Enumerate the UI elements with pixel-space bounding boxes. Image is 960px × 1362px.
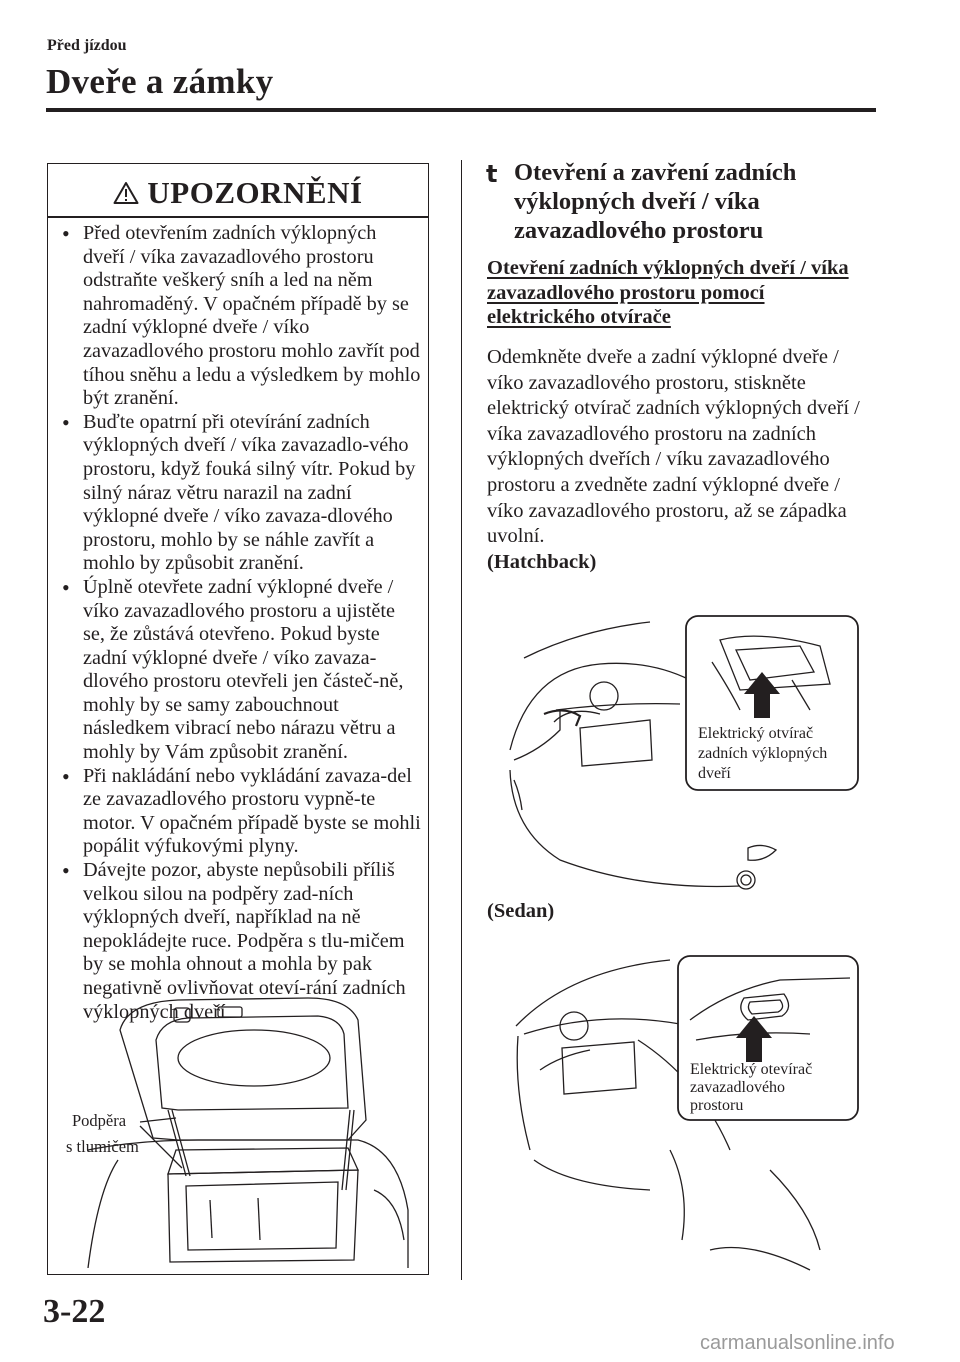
warning-rule	[48, 216, 428, 218]
hatchback-callout-line3: dveří	[698, 765, 731, 782]
page-title: Dveře a zámky	[46, 62, 274, 101]
sedan-opener-illustration	[510, 950, 870, 1280]
sedan-label: (Sedan)	[487, 900, 555, 922]
section-label: Před jízdou	[47, 37, 127, 54]
warning-triangle-icon	[113, 181, 139, 205]
warning-list	[58, 222, 422, 1024]
warning-item: • Dávejte pozor, abyste nepůsobili příliš velkou silou na podpěry zad-ních výklopných dveří, například na ně nepokládejte ruce. Podpěra s tlu-mičem by se mohla ohnout a mohla by pak negativně ovlivňovat oteví-rání zadních výklopných dveří	[58, 859, 422, 1024]
watermark: carmanualsonline.info	[700, 1332, 895, 1354]
hatchback-label: (Hatchback)	[487, 550, 597, 573]
warning-item: • Při nakládání nebo vykládání zavaza-del ze zavazadlového prostoru vypně-te motor. V opačném případě byste se mohli popálit výfukovými plyny.	[58, 765, 422, 859]
strut-label-line2: s tlumičem	[66, 1137, 139, 1156]
section-title: Otevření a zavření zadních výklopných dveří / víka zavazadlového prostoru	[514, 159, 797, 244]
hatchback-callout-line1: Elektrický otvírač	[698, 725, 814, 742]
sedan-callout-line2: zavazadlového	[690, 1079, 786, 1096]
tailgate-strut-illustration	[58, 990, 418, 1268]
hatchback-callout-line2: zadních výklopných	[698, 745, 828, 762]
warning-item: • Úplně otevřete zadní výklopné dveře / víko zavazadlového prostoru a ujistěte se, že zůstává otevřeno. Pokud byste zadní výklopné dveře / víko zavaza-dlového prostoru otevřeli jen částeč-ně, mohly by se samy zabouchnout následkem vibrací nebo nárazu větru a mohly by Vám způsobit zranění.	[58, 576, 422, 765]
warning-title: UPOZORNĚNÍ	[147, 175, 363, 210]
warning-header	[48, 168, 428, 218]
sedan-callout-line1: Elektrický otevírač	[690, 1061, 813, 1078]
heading-rule	[46, 108, 876, 112]
strut-label-line1: Podpěra	[72, 1111, 127, 1130]
warning-box	[47, 163, 429, 1275]
hatchback-opener-illustration	[500, 610, 870, 900]
warning-item: • Buďte opatrní při otevírání zadních výklopných dveří / víka zavazadlo-vého prostoru, když fouká silný vítr. Pokud by silný náraz větru narazil na zadní výklopné dveře / víko zavaza-dlového prostoru, mohlo by se náhle zavřít a mohlo by způsobit zranění.	[58, 411, 422, 576]
body-paragraph	[487, 345, 879, 575]
instruction-text: Odemkněte dveře a zadní výklopné dveře / víko zavazadlového prostoru, stiskněte elektrický otvírač zadních výklopných dveří / víka zavazadlového prostoru na zadních výklopných dveřích / víku zavazadlového prostoru a zvedněte zadní výklopné dveře / víko zavazadlového prostoru, až se západka uvolní.	[487, 346, 860, 548]
subsection-title: Otevření zadních výklopných dveří / víka zavazadlového prostoru pomocí elektrického otvírače	[487, 257, 849, 328]
column-divider	[461, 160, 462, 1280]
sedan-callout-line3: prostoru	[690, 1097, 744, 1114]
page-number: 3-22	[43, 1293, 106, 1330]
warning-item: • Před otevřením zadních výklopných dveří / víka zavazadlového prostoru odstraňte veškerý sníh a led na něm nahromaděný. V opačném případě by se zadní výklopné dveře / víko zavazadlového prostoru mohlo zavřít pod tíhou sněhu a ledu a výsledkem by mohlo být zranění.	[58, 222, 422, 411]
section-marker: t	[486, 160, 498, 188]
